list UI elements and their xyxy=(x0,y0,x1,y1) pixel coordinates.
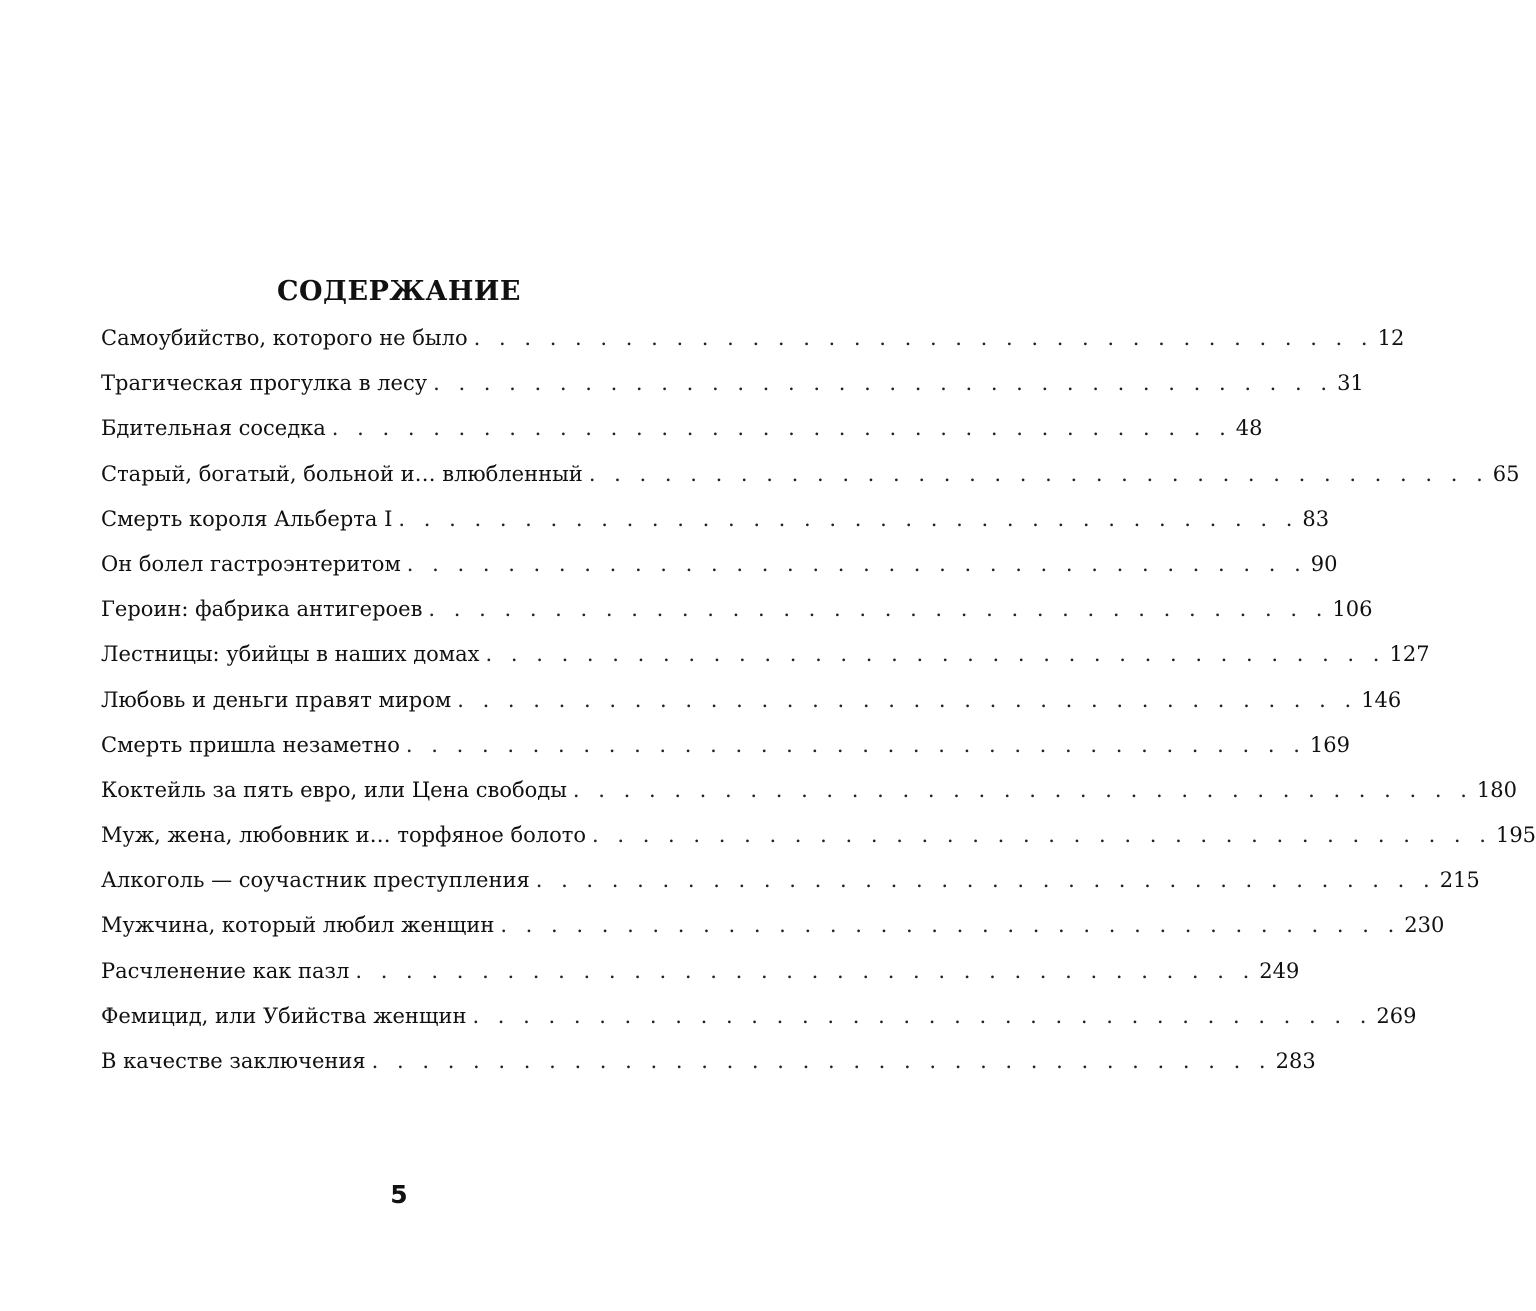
toc-entry[interactable] xyxy=(101,542,1338,587)
toc-entry[interactable] xyxy=(101,632,1430,677)
toc-entry-title: Героин: фабрика антигероев xyxy=(101,597,423,622)
toc-entry-title: Муж, жена, любовник и… торфяное болото xyxy=(101,823,586,848)
dot-leader: . . . . . . . . . . . . . . . . . . . . . . . . . . . . . . . . . . . . xyxy=(428,597,1329,622)
toc-entry[interactable] xyxy=(101,361,1364,406)
toc-entry[interactable] xyxy=(101,406,1263,451)
toc-entry-title: Мужчина, который любил женщин xyxy=(101,913,495,938)
toc-entry-title: Расчленение как пазл xyxy=(101,958,350,983)
toc-entry-page: 12 xyxy=(1377,326,1405,350)
dot-leader: . . . . . . . . . . . . . . . . . . . . . . . . . . . . . . . . . . . . xyxy=(485,642,1386,667)
toc-entry-title: Самоубийство, которого не было xyxy=(101,326,468,350)
dot-leader: . . . . . . . . . . . . . . . . . . . . . . . . . . . . . . . . . . . . xyxy=(588,461,1489,486)
toc-entry[interactable] xyxy=(101,949,1300,994)
toc-entry-title: Любовь и деньги правят миром xyxy=(101,687,452,712)
toc-entry-page: 269 xyxy=(1376,1003,1417,1028)
toc-entry[interactable] xyxy=(101,813,1536,858)
dot-leader: . . . . . . . . . . . . . . . . . . . . . . . . . . . . . . . . . . . . xyxy=(433,371,1334,396)
toc-entry[interactable] xyxy=(101,723,1350,768)
toc-entry-page: 31 xyxy=(1337,371,1364,396)
toc-entry-title: Коктейль за пять евро, или Цена свободы xyxy=(101,777,567,802)
toc-entry-page: 65 xyxy=(1492,461,1520,486)
toc-entry-page: 169 xyxy=(1309,732,1350,757)
toc-entry-page: 195 xyxy=(1495,823,1536,848)
toc-entry[interactable] xyxy=(101,316,1405,361)
page-number: 5 xyxy=(390,1180,408,1209)
toc-entry[interactable] xyxy=(101,858,1480,903)
toc-heading: СОДЕРЖАНИЕ xyxy=(277,276,521,308)
toc-entry[interactable] xyxy=(101,497,1330,542)
toc-entry-title: Бдительная соседка xyxy=(101,416,326,441)
toc-entry-page: 48 xyxy=(1235,416,1263,441)
toc-entry-page: 83 xyxy=(1302,506,1330,531)
toc-entry-page: 283 xyxy=(1275,1049,1316,1073)
toc-entry-title: Он болел гастроэнтеритом xyxy=(101,551,401,576)
dot-leader: . . . . . . . . . . . . . . . . . . . . . . . . . . . . . . . . . . . . xyxy=(572,777,1473,802)
dot-leader: . . . . . . . . . . . . . . . . . . . . . . . . . . . . . . . . . . . . xyxy=(371,1049,1272,1073)
toc-entry-title: В качестве заключения xyxy=(101,1049,366,1073)
toc-entry-title: Смерть короля Альберта I xyxy=(101,506,393,531)
dot-leader: . . . . . . . . . . . . . . . . . . . . . . . . . . . . . . . . . . . . xyxy=(355,958,1256,983)
toc-entry-page: 127 xyxy=(1389,642,1430,667)
dot-leader: . . . . . . . . . . . . . . . . . . . . . . . . . . . . . . . . . . . . xyxy=(406,551,1307,576)
toc-entry-title: Трагическая прогулка в лесу xyxy=(101,371,428,396)
toc-entry[interactable] xyxy=(101,452,1520,497)
toc-entry[interactable] xyxy=(101,587,1373,632)
toc-entry-title: Алкоголь — соучастник преступления xyxy=(101,868,530,893)
toc-entry-page: 106 xyxy=(1332,597,1373,622)
dot-leader: . . . . . . . . . . . . . . . . . . . . . . . . . . . . . . . . . . . . xyxy=(500,913,1401,938)
dot-leader: . . . . . . . . . . . . . . . . . . . . . . . . . . . . . . . . . . . . xyxy=(473,326,1374,350)
dot-leader: . . . . . . . . . . . . . . . . . . . . . . . . . . . . . . . . . . . . xyxy=(331,416,1232,441)
toc-entry[interactable] xyxy=(101,1039,1316,1084)
dot-leader: . . . . . . . . . . . . . . . . . . . . . . . . . . . . . . . . . . . . xyxy=(405,732,1306,757)
dot-leader: . . . . . . . . . . . . . . . . . . . . . . . . . . . . . . . . . . . . xyxy=(535,868,1436,893)
toc-entry[interactable] xyxy=(101,768,1517,813)
dot-leader: . . . . . . . . . . . . . . . . . . . . . . . . . . . . . . . . . . . . xyxy=(398,506,1299,531)
dot-leader: . . . . . . . . . . . . . . . . . . . . . . . . . . . . . . . . . . . . xyxy=(592,823,1492,848)
toc-entry-page: 249 xyxy=(1259,958,1300,983)
toc-entry-title: Фемицид, или Убийства женщин xyxy=(101,1003,467,1028)
toc-entry-page: 146 xyxy=(1361,687,1402,712)
toc-entry[interactable] xyxy=(101,678,1402,723)
dot-leader: . . . . . . . . . . . . . . . . . . . . . . . . . . . . . . . . . . . . xyxy=(457,687,1358,712)
toc-entry-page: 215 xyxy=(1439,868,1480,893)
toc-entry-title: Лестницы: убийцы в наших домах xyxy=(101,642,480,667)
dot-leader: . . . . . . . . . . . . . . . . . . . . . . . . . . . . . . . . . . . . xyxy=(472,1003,1373,1028)
toc-entry-page: 90 xyxy=(1310,551,1338,576)
toc-entry-page: 230 xyxy=(1404,913,1445,938)
toc-entry[interactable] xyxy=(101,903,1445,948)
toc-entry-title: Старый, богатый, больной и… влюбленный xyxy=(101,461,583,486)
toc-entry[interactable] xyxy=(101,994,1417,1039)
toc-entry-title: Смерть пришла незаметно xyxy=(101,732,400,757)
toc-entry-page: 180 xyxy=(1476,777,1517,802)
table-of-contents xyxy=(101,316,1536,1084)
